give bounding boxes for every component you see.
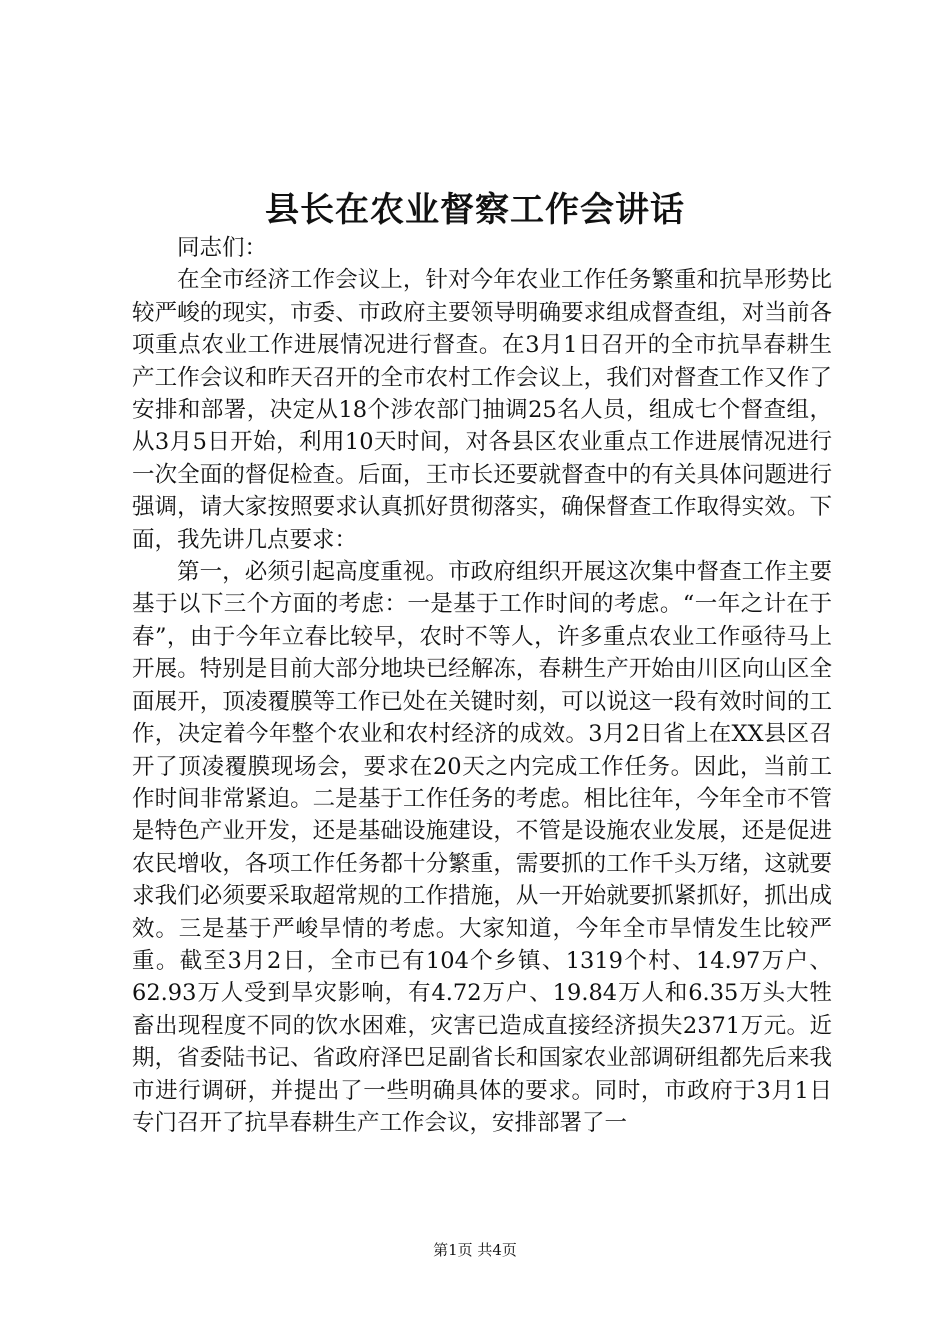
document-title: 县长在农业督察工作会讲话 [265, 190, 685, 230]
document-body [132, 232, 832, 1139]
salutation: 同志们： [177, 235, 268, 261]
paragraph-1: 在全市经济工作会议上，针对今年农业工作任务繁重和抗旱形势比较严峻的现实，市委、市政府主要领导明确要求组成督查组，对当前各项重点农业工作进展情况进行督查。在3月1日召开的全市抗旱春耕生产工作会议和昨天召开的全市农村工作会议上，我们对督查工作又作了安排和部署，决定从18个涉农部门抽调25名人员，组成七个督查组，从3月5日开始，利用10天时间，对各县区农业重点工作进展情况进行一次全面的督促检查。后面，王市长还要就督查中的有关具体问题进行强调，请大家按照要求认真抓好贯彻落实，确保督查工作取得实效。下面，我先讲几点要求： [132, 267, 832, 553]
page-footer: 第1页 共4页 [433, 1241, 517, 1259]
paragraph-2: 第一，必须引起高度重视。市政府组织开展这次集中督查工作主要基于以下三个方面的考虑：一是基于工作时间的考虑。“一年之计在于春”，由于今年立春比较早，农时不等人，许多重点农业工作亟待马上开展。特别是目前大部分地块已经解冻，春耕生产开始由川区向山区全面展开，顶凌覆膜等工作已处在关键时刻，可以说这一段有效时间的工作，决定着今年整个农业和农村经济的成效。3月2日省上在XX县区召开了顶凌覆膜现场会，要求在20天之内完成工作任务。因此，当前工作时间非常紧迫。二是基于工作任务的考虑。相比往年，今年全市不管是特色产业开发，还是基础设施建设，不管是设施农业发展，还是促进农民增收，各项工作任务都十分繁重，需要抓的工作千头万绪，这就要求我们必须要采取超常规的工作措施，从一开始就要抓紧抓好，抓出成效。三是基于严峻旱情的考虑。大家知道，今年全市旱情发生比较严重。截至3月2日，全市已有104个乡镇、1319个村、14.97万户、62.93万人受到旱灾影响，有4.72万户、19.84万人和6.35万头大牲畜出现程度不同的饮水困难，灾害已造成直接经济损失2371万元。近期，省委陆书记、省政府泽巴足副省长和国家农业部调研组都先后来我市进行调研，并提出了一些明确具体的要求。同时，市政府于3月1日专门召开了抗旱春耕生产工作会议，安排部署了一 [132, 559, 832, 1136]
